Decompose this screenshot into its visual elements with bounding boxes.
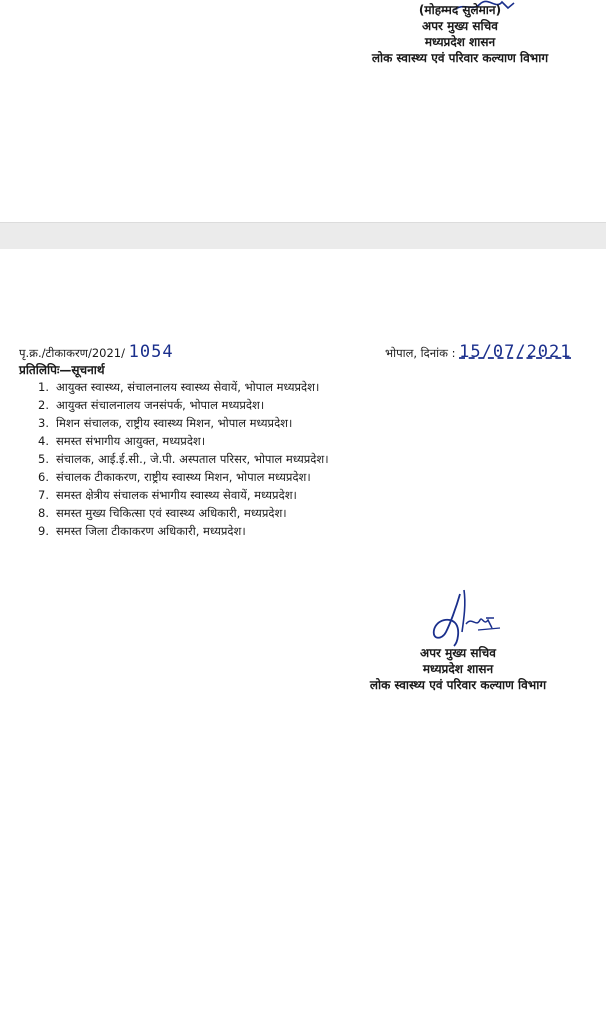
list-item: 8. समस्त मुख्य चिकित्सा एवं स्वास्थ्य अधिकारी, मध्यप्रदेश। [38, 506, 287, 520]
reference-row [19, 342, 589, 360]
signatory-block-bottom [338, 645, 578, 693]
list-item: 4. समस्त संभागीय आयुक्त, मध्यप्रदेश। [38, 434, 206, 448]
handwritten-signature-icon [420, 588, 510, 650]
signatory-government: मध्यप्रदेश शासन [422, 662, 494, 676]
signatory-department: लोक स्वास्थ्य एवं परिवार कल्याण विभाग [369, 678, 547, 692]
copy-to-list [38, 378, 578, 540]
signatory-block-top [340, 2, 580, 66]
list-item: 3. मिशन संचालक, राष्ट्रीय स्वास्थ्य मिशन, भोपाल मध्यप्रदेश। [38, 416, 293, 430]
copy-to-heading: प्रतिलिपिः—सूचनार्थ [19, 363, 105, 377]
document-page-top [0, 0, 606, 222]
list-item: 7. समस्त क्षेत्रीय संचालक संभागीय स्वास्थ्य सेवायें, मध्यप्रदेश। [38, 488, 297, 502]
list-item: 6. संचालक टीकाकरण, राष्ट्रीय स्वास्थ्य मिशन, भोपाल मध्यप्रदेश। [38, 470, 311, 484]
signatory-designation: अपर मुख्य सचिव [422, 19, 498, 33]
signatory-department: लोक स्वास्थ्य एवं परिवार कल्याण विभाग [371, 51, 549, 65]
page-separator [0, 222, 606, 250]
reference-number-prefix: पृ.क्र./टीकाकरण/2021/ [19, 346, 125, 360]
reference-date [385, 342, 572, 362]
signatory-name: (मोहम्मद सुलेमान) [418, 3, 502, 17]
list-item: 2. आयुक्त संचालनालय जनसंपर्क, भोपाल मध्यप्रदेश। [38, 398, 265, 412]
reference-number [19, 342, 174, 362]
place-date-label: भोपाल, दिनांक : [385, 346, 456, 360]
signatory-government: मध्यप्रदेश शासन [424, 35, 496, 49]
list-item: 5. संचालक, आई.ई.सी., जे.पी. अस्पताल परिसर, भोपाल मध्यप्रदेश। [38, 452, 329, 466]
reference-number-handwritten: 1054 [128, 342, 174, 362]
date-handwritten: 15/07/2021 [459, 342, 572, 362]
list-item: 9. समस्त जिला टीकाकरण अधिकारी, मध्यप्रदेश। [38, 524, 246, 538]
signatory-designation: अपर मुख्य सचिव [420, 646, 496, 660]
list-item: 1. आयुक्त स्वास्थ्य, संचालनालय स्वास्थ्य सेवायें, भोपाल मध्यप्रदेश। [38, 380, 320, 394]
